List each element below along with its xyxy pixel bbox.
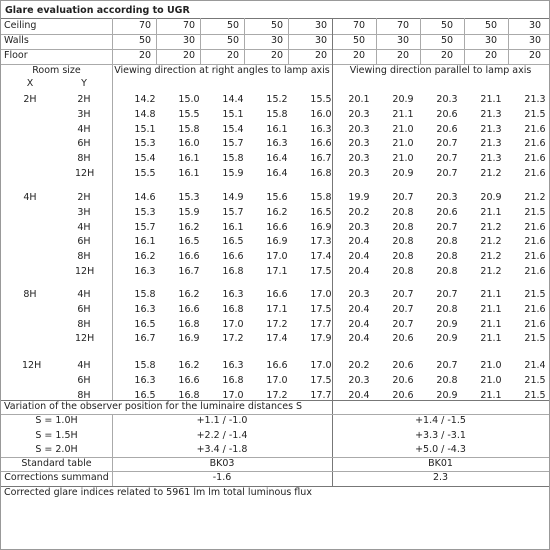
surface-value: 20 [440,50,454,61]
ugr-value: 16.1 [222,222,244,233]
ugr-value: 17.2 [222,333,244,344]
ugr-value: 21.6 [524,222,546,233]
ugr-value: 20.7 [436,360,458,371]
surface-value: 50 [440,20,454,31]
ugr-value: 21.6 [524,319,546,330]
ugr-value: 20.7 [392,319,414,330]
corrections-right: -1.6 [212,472,232,483]
room-y-value: 8H [77,251,91,262]
ugr-value: 16.1 [266,124,288,135]
room-y-value: 6H [77,304,91,315]
grid-line [112,18,113,64]
ugr-value: 15.4 [222,124,244,135]
parallel-header: Viewing direction parallel to lamp axis [349,65,532,76]
ugr-value: 16.2 [178,222,200,233]
ugr-value: 21.6 [524,153,546,164]
ugr-value: 17.4 [310,251,332,262]
ugr-value: 20.6 [436,124,458,135]
room-y-value: 4H [77,124,91,135]
ugr-value: 21.5 [524,390,546,401]
ugr-value: 21.6 [524,124,546,135]
ugr-value: 15.2 [266,94,288,105]
ugr-value: 16.1 [134,236,156,247]
room-y-value: 8H [77,390,91,401]
ugr-value: 20.4 [348,304,370,315]
ugr-value: 17.2 [266,319,288,330]
ugr-value: 21.4 [524,360,546,371]
ugr-value: 17.0 [310,289,332,300]
grid-line [464,18,465,64]
ugr-value: 16.3 [222,289,244,300]
ugr-value: 20.9 [480,192,502,203]
surface-value: 30 [182,35,196,46]
room-y-value: 6H [77,138,91,149]
ugr-value: 21.5 [524,109,546,120]
ugr-value: 16.9 [310,222,332,233]
grid-line [112,64,113,400]
ugr-value: 20.6 [392,333,414,344]
surface-row-label: Floor [4,50,28,61]
ugr-value: 15.7 [134,222,156,233]
ugr-value: 16.8 [310,168,332,179]
variation-title: Variation of the observer position for the luminaire distances S [4,401,303,412]
ugr-value: 15.8 [310,192,332,203]
ugr-value: 20.4 [348,390,370,401]
ugr-value: 16.3 [134,304,156,315]
ugr-value: 16.9 [178,333,200,344]
ugr-value: 20.6 [436,207,458,218]
ugr-value: 20.6 [436,109,458,120]
surface-value: 20 [396,50,410,61]
ugr-value: 17.0 [310,360,332,371]
grid-line [508,18,509,64]
ugr-value: 16.5 [310,207,332,218]
room-x-value: 12H [22,360,42,371]
ugr-value: 20.8 [436,236,458,247]
ugr-value: 21.5 [524,333,546,344]
ugr-value: 20.7 [436,222,458,233]
ugr-value: 21.2 [480,236,502,247]
ugr-value: 16.3 [222,360,244,371]
ugr-value: 20.8 [436,304,458,315]
page-title: Glare evaluation according to UGR [5,5,190,16]
surface-value: 50 [484,20,498,31]
ugr-value: 21.3 [480,109,502,120]
ugr-value: 21.6 [524,236,546,247]
ugr-value: 20.3 [436,192,458,203]
ugr-value: 15.8 [134,289,156,300]
surface-value: 30 [270,35,284,46]
surface-value: 50 [270,20,284,31]
surface-value: 50 [226,35,240,46]
room-y-value: 8H [77,153,91,164]
surface-row-label: Ceiling [4,20,37,31]
ugr-value: 20.2 [348,207,370,218]
ugr-value: 21.1 [480,94,502,105]
ugr-value: 15.7 [222,207,244,218]
ugr-value: 15.1 [222,109,244,120]
ugr-value: 16.5 [134,319,156,330]
ugr-value: 16.6 [266,222,288,233]
room-y-value: 3H [77,109,91,120]
ugr-value: 20.8 [392,236,414,247]
variation-right-value: +2.2 / -1.4 [196,429,248,441]
ugr-value: 20.6 [392,360,414,371]
ugr-value: 16.6 [266,289,288,300]
ugr-value: 20.6 [392,390,414,401]
ugr-value: 15.4 [134,153,156,164]
ugr-value: 16.8 [178,390,200,401]
ugr-value: 15.3 [134,138,156,149]
ugr-value: 21.2 [480,222,502,233]
ugr-value: 20.1 [348,94,370,105]
room-x-value: 8H [23,289,37,300]
ugr-value: 16.0 [178,138,200,149]
ugr-value: 21.2 [480,266,502,277]
ugr-value: 16.7 [178,266,200,277]
ugr-value: 21.6 [524,251,546,262]
ugr-value: 20.8 [436,266,458,277]
x-header: X [26,78,34,89]
ugr-value: 15.0 [178,94,200,105]
room-y-value: 12H [75,333,95,344]
room-y-value: 12H [75,168,95,179]
grid-line [1,18,549,19]
ugr-value: 20.8 [436,251,458,262]
corrections-label: Corrections summand [4,472,109,483]
ugr-value: 20.4 [348,266,370,277]
ugr-value: 16.5 [178,236,200,247]
ugr-value: 20.9 [392,94,414,105]
ugr-value: 16.8 [222,304,244,315]
ugr-value: 14.2 [134,94,156,105]
ugr-value: 16.3 [266,138,288,149]
room-y-value: 4H [77,289,91,300]
ugr-value: 15.9 [222,168,244,179]
ugr-value: 20.3 [348,289,370,300]
ugr-value: 21.3 [480,124,502,135]
standard-table-parallel: BK01 [428,458,453,469]
ugr-value: 20.7 [392,304,414,315]
corrections-parallel: 2.3 [432,472,449,483]
ugr-value: 14.6 [134,192,156,203]
ugr-value: 20.2 [348,360,370,371]
ugr-value: 21.1 [480,319,502,330]
surface-value: 20 [352,50,366,61]
ugr-value: 21.5 [524,375,546,386]
surface-value: 20 [484,50,498,61]
surface-value: 20 [182,50,196,61]
ugr-value: 20.3 [436,94,458,105]
ugr-value: 21.6 [524,168,546,179]
surface-value: 70 [138,20,152,31]
ugr-value: 21.1 [392,109,414,120]
surface-value: 30 [314,35,328,46]
ugr-value: 20.8 [392,222,414,233]
ugr-value: 16.2 [178,360,200,371]
surface-value: 20 [528,50,542,61]
ugr-value: 15.9 [178,207,200,218]
ugr-value: 17.5 [310,266,332,277]
ugr-value: 20.6 [392,375,414,386]
ugr-value: 20.7 [436,289,458,300]
ugr-value: 21.0 [480,360,502,371]
ugr-value: 20.4 [348,319,370,330]
ugr-value: 20.7 [392,289,414,300]
surface-value: 30 [484,35,498,46]
surface-value: 70 [352,20,366,31]
ugr-value: 15.8 [178,124,200,135]
room-y-value: 4H [77,222,91,233]
ugr-value: 21.3 [480,138,502,149]
surface-value: 20 [226,50,240,61]
variation-parallel-value: +1.4 / -1.5 [415,415,466,426]
ugr-value: 16.3 [310,124,332,135]
ugr-value: 16.0 [310,109,332,120]
ugr-value: 16.6 [266,360,288,371]
surface-value: 70 [182,20,196,31]
ugr-value: 16.8 [178,319,200,330]
ugr-value: 17.0 [266,251,288,262]
ugr-value: 15.8 [134,360,156,371]
ugr-value: 15.3 [178,192,200,203]
ugr-value: 16.1 [178,168,200,179]
ugr-value: 20.8 [436,375,458,386]
observer-distance-label: S = 1.5H [35,429,78,441]
ugr-value: 16.5 [134,390,156,401]
ugr-value: 21.2 [524,192,546,203]
ugr-value: 19.9 [348,192,370,203]
ugr-value: 20.8 [392,207,414,218]
ugr-value: 16.7 [134,333,156,344]
ugr-value: 17.9 [310,333,332,344]
ugr-value: 20.3 [348,109,370,120]
ugr-value: 17.7 [310,390,332,401]
ugr-value: 17.4 [266,333,288,344]
ugr-value: 21.6 [524,266,546,277]
ugr-value: 15.6 [266,192,288,203]
room-size-header: Room size [32,65,81,76]
ugr-value: 16.2 [134,251,156,262]
ugr-value: 17.7 [310,319,332,330]
ugr-value: 20.7 [392,192,414,203]
ugr-value: 15.8 [266,109,288,120]
ugr-value: 16.2 [178,289,200,300]
ugr-value: 16.6 [222,251,244,262]
room-y-value: 4H [77,360,91,371]
ugr-value: 21.3 [480,153,502,164]
ugr-value: 16.3 [134,375,156,386]
ugr-value: 20.3 [348,124,370,135]
ugr-value: 16.6 [178,375,200,386]
standard-table-label: Standard table [21,458,92,469]
ugr-value: 20.9 [392,168,414,179]
ugr-value: 16.4 [266,168,288,179]
ugr-value: 14.4 [222,94,244,105]
ugr-value: 16.8 [222,375,244,386]
ugr-value: 20.4 [348,236,370,247]
ugr-value: 21.2 [480,168,502,179]
variation-right-value: +1.1 / -1.0 [196,415,248,426]
surface-value: 50 [440,35,454,46]
grid-line [420,18,421,64]
ugr-value: 21.1 [480,207,502,218]
ugr-value: 16.3 [134,266,156,277]
ugr-value: 14.9 [222,192,244,203]
surface-value: 20 [270,50,284,61]
observer-distance-label: S = 1.0H [35,415,78,426]
ugr-value: 17.3 [310,236,332,247]
ugr-value: 14.8 [134,109,156,120]
ugr-value: 20.7 [436,153,458,164]
ugr-value: 21.0 [392,138,414,149]
ugr-value: 20.9 [436,333,458,344]
ugr-value: 17.0 [222,390,244,401]
ugr-value: 16.6 [310,138,332,149]
ugr-value: 15.5 [178,109,200,120]
surface-value: 70 [396,20,410,31]
ugr-value: 17.5 [310,304,332,315]
grid-line [376,18,377,64]
ugr-value: 21.6 [524,304,546,315]
ugr-value: 20.8 [392,266,414,277]
surface-value: 30 [314,20,328,31]
surface-value: 50 [226,20,240,31]
room-y-value: 2H [77,94,91,105]
observer-distance-label: S = 2.0H [35,444,78,455]
ugr-value: 16.1 [178,153,200,164]
variation-parallel-value: +5.0 / -4.3 [415,444,466,455]
ugr-value: 17.5 [310,375,332,386]
surface-value: 20 [138,50,152,61]
ugr-value: 20.3 [348,138,370,149]
surface-value: 20 [314,50,328,61]
ugr-value: 15.8 [222,153,244,164]
ugr-value: 16.5 [222,236,244,247]
ugr-value: 20.9 [436,390,458,401]
room-x-value: 4H [23,192,37,203]
ugr-value: 17.1 [266,304,288,315]
ugr-value: 21.1 [480,304,502,315]
ugr-value: 20.4 [348,251,370,262]
ugr-value: 20.3 [348,222,370,233]
room-y-value: 2H [77,192,91,203]
y-header: Y [81,78,87,89]
standard-table-right: BK03 [209,458,235,469]
ugr-value: 21.0 [392,124,414,135]
ugr-value: 21.6 [524,138,546,149]
surface-value: 50 [138,35,152,46]
ugr-value: 20.9 [436,319,458,330]
room-y-value: 6H [77,375,91,386]
variation-right-value: +3.4 / -1.8 [196,444,248,455]
ugr-value: 17.2 [266,390,288,401]
room-y-value: 12H [75,266,95,277]
ugr-value: 20.7 [436,168,458,179]
ugr-value: 17.0 [266,375,288,386]
ugr-value: 21.1 [480,390,502,401]
room-x-value: 2H [23,94,37,105]
surface-value: 30 [396,35,410,46]
ugr-value: 21.5 [524,207,546,218]
ugr-value: 20.7 [436,138,458,149]
footer-note: Corrected glare indices related to 5961 lm lm total luminous flux [4,487,312,498]
ugr-value: 21.5 [524,289,546,300]
surface-row-label: Walls [4,35,29,46]
ugr-value: 15.3 [134,207,156,218]
ugr-value: 21.0 [392,153,414,164]
ugr-value: 16.9 [266,236,288,247]
ugr-value: 15.7 [222,138,244,149]
ugr-value: 21.2 [480,251,502,262]
ugr-value: 21.0 [480,375,502,386]
room-y-value: 6H [77,236,91,247]
ugr-value: 20.8 [392,251,414,262]
ugr-value: 20.3 [348,375,370,386]
ugr-value: 16.4 [266,153,288,164]
ugr-value: 20.3 [348,168,370,179]
room-y-value: 3H [77,207,91,218]
ugr-value: 15.5 [134,168,156,179]
surface-value: 30 [528,20,542,31]
ugr-value: 15.5 [310,94,332,105]
ugr-value: 16.8 [222,266,244,277]
surface-value: 30 [528,35,542,46]
ugr-value: 17.0 [222,319,244,330]
ugr-value: 21.3 [524,94,546,105]
ugr-value: 16.7 [310,153,332,164]
ugr-value: 17.1 [266,266,288,277]
right-angle-header: Viewing direction at right angles to lamp axis [114,65,330,76]
room-y-value: 8H [77,319,91,330]
ugr-value: 16.6 [178,251,200,262]
ugr-value: 21.1 [480,289,502,300]
surface-value: 50 [352,35,366,46]
ugr-value: 16.6 [178,304,200,315]
ugr-value: 20.3 [348,153,370,164]
ugr-value: 16.2 [266,207,288,218]
ugr-value: 15.1 [134,124,156,135]
ugr-value: 20.4 [348,333,370,344]
ugr-value: 21.1 [480,333,502,344]
variation-parallel-value: +3.3 / -3.1 [415,429,466,441]
